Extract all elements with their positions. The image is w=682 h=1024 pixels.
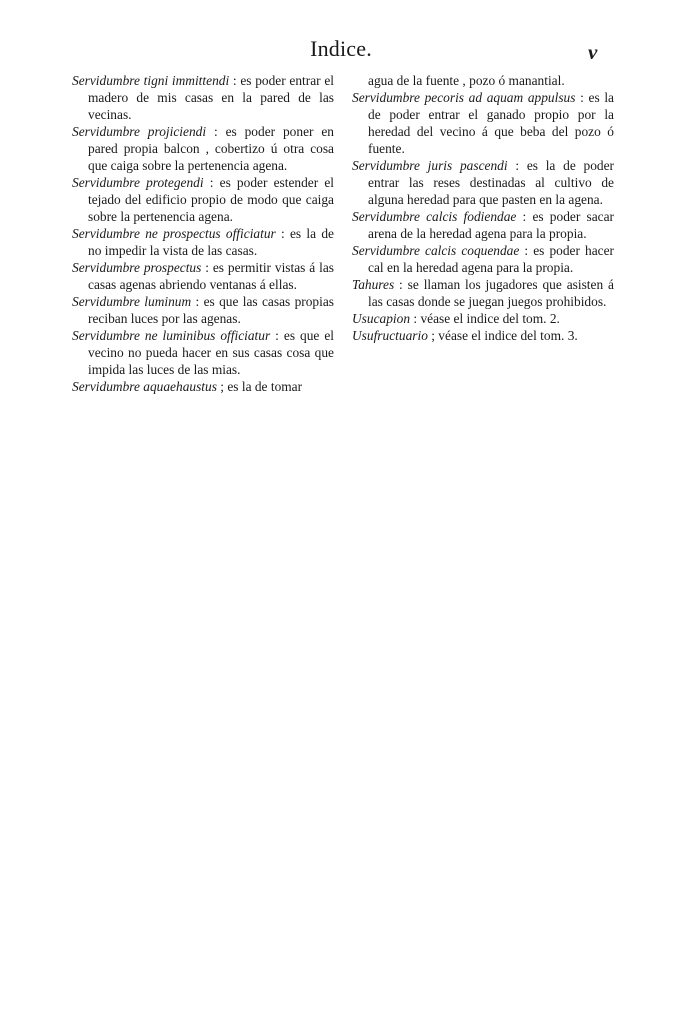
index-entry — [352, 242, 614, 276]
entry-term: Servidumbre prospectus — [72, 260, 202, 275]
entry-term: Servidumbre juris pascendi — [352, 158, 508, 173]
index-entry — [72, 174, 334, 225]
entry-definition: : se llaman los jugadores que asisten á las casas donde se juegan juegos prohibidos. — [368, 277, 614, 309]
entry-definition: : es la de poder entrar las reses destinadas al cultivo de alguna heredad para que pasten en la agena. — [368, 158, 615, 207]
index-entry — [352, 157, 614, 208]
entry-definition: : es la de no impedir la vista de las casas. — [88, 226, 334, 258]
index-entry — [352, 310, 614, 327]
index-entry — [352, 208, 614, 242]
entry-definition: : véase el indice del tom. 2. — [410, 311, 560, 326]
entry-definition: : es poder estender el tejado del edificio propio de modo que caiga sobre la pertenencia agena. — [88, 175, 334, 224]
entry-term: Servidumbre ne prospectus officiatur — [72, 226, 276, 241]
entry-term: Servidumbre tigni immittendi — [72, 73, 230, 88]
right-column — [352, 72, 614, 344]
entry-term: Servidumbre ne luminibus officiatur — [72, 328, 271, 343]
entry-term: Servidumbre luminum — [72, 294, 192, 309]
index-entry — [72, 72, 334, 123]
index-entry — [72, 259, 334, 293]
index-entry — [72, 225, 334, 259]
entry-term: Usucapion — [352, 311, 411, 326]
left-column — [72, 72, 334, 395]
entry-term: Servidumbre calcis coquendae — [352, 243, 520, 258]
index-entry — [352, 327, 614, 344]
entry-term: Servidumbre projiciendi — [72, 124, 207, 139]
index-entry — [352, 276, 614, 310]
entry-definition: : es poder entrar el madero de mis casas en la pared de las vecinas. — [88, 73, 334, 122]
index-entry-continuation — [352, 72, 614, 89]
index-entry — [72, 378, 334, 395]
entry-definition: ; véase el indice del tom. 3. — [427, 328, 578, 343]
entry-definition: : es poder hacer cal en la heredad agena para la propia. — [368, 243, 614, 275]
entry-definition: : es poder sacar arena de la heredad agena para la propia. — [368, 209, 614, 241]
index-entry — [72, 327, 334, 378]
entry-term: Servidumbre aquaehaustus — [72, 379, 217, 394]
entry-definition: : es la de poder entrar el ganado propio por la heredad del vecino á que beba del pozo ó fuente. — [368, 90, 614, 156]
entry-definition: : es permitir vistas á las casas agenas abriendo ventanas á ellas. — [88, 260, 334, 292]
entry-term: Usufructuario — [352, 328, 428, 343]
entry-definition: ; es la de tomar — [216, 379, 303, 394]
page-title: Indice. — [310, 36, 372, 61]
entry-term: Servidumbre calcis fodiendae — [352, 209, 517, 224]
entry-definition: agua de la fuente , pozo ó manantial. — [368, 73, 565, 88]
entry-definition: : es poder poner en pared propia balcon , cobertizo ú otra cosa que caiga sobre la pertenencia agena. — [88, 124, 334, 173]
entry-term: Servidumbre protegendi — [72, 175, 204, 190]
entry-term: Tahures — [352, 277, 395, 292]
page-number: v — [588, 40, 598, 64]
index-entry — [72, 293, 334, 327]
entry-term: Servidumbre pecoris ad aquam appulsus — [352, 90, 576, 105]
index-entry — [352, 89, 614, 157]
entry-definition: : es que el vecino no pueda hacer en sus casas cosa que impida las luces de las mias. — [88, 328, 334, 377]
entry-definition: : es que las casas propias reciban luces por las agenas. — [88, 294, 334, 326]
index-entry — [72, 123, 334, 174]
